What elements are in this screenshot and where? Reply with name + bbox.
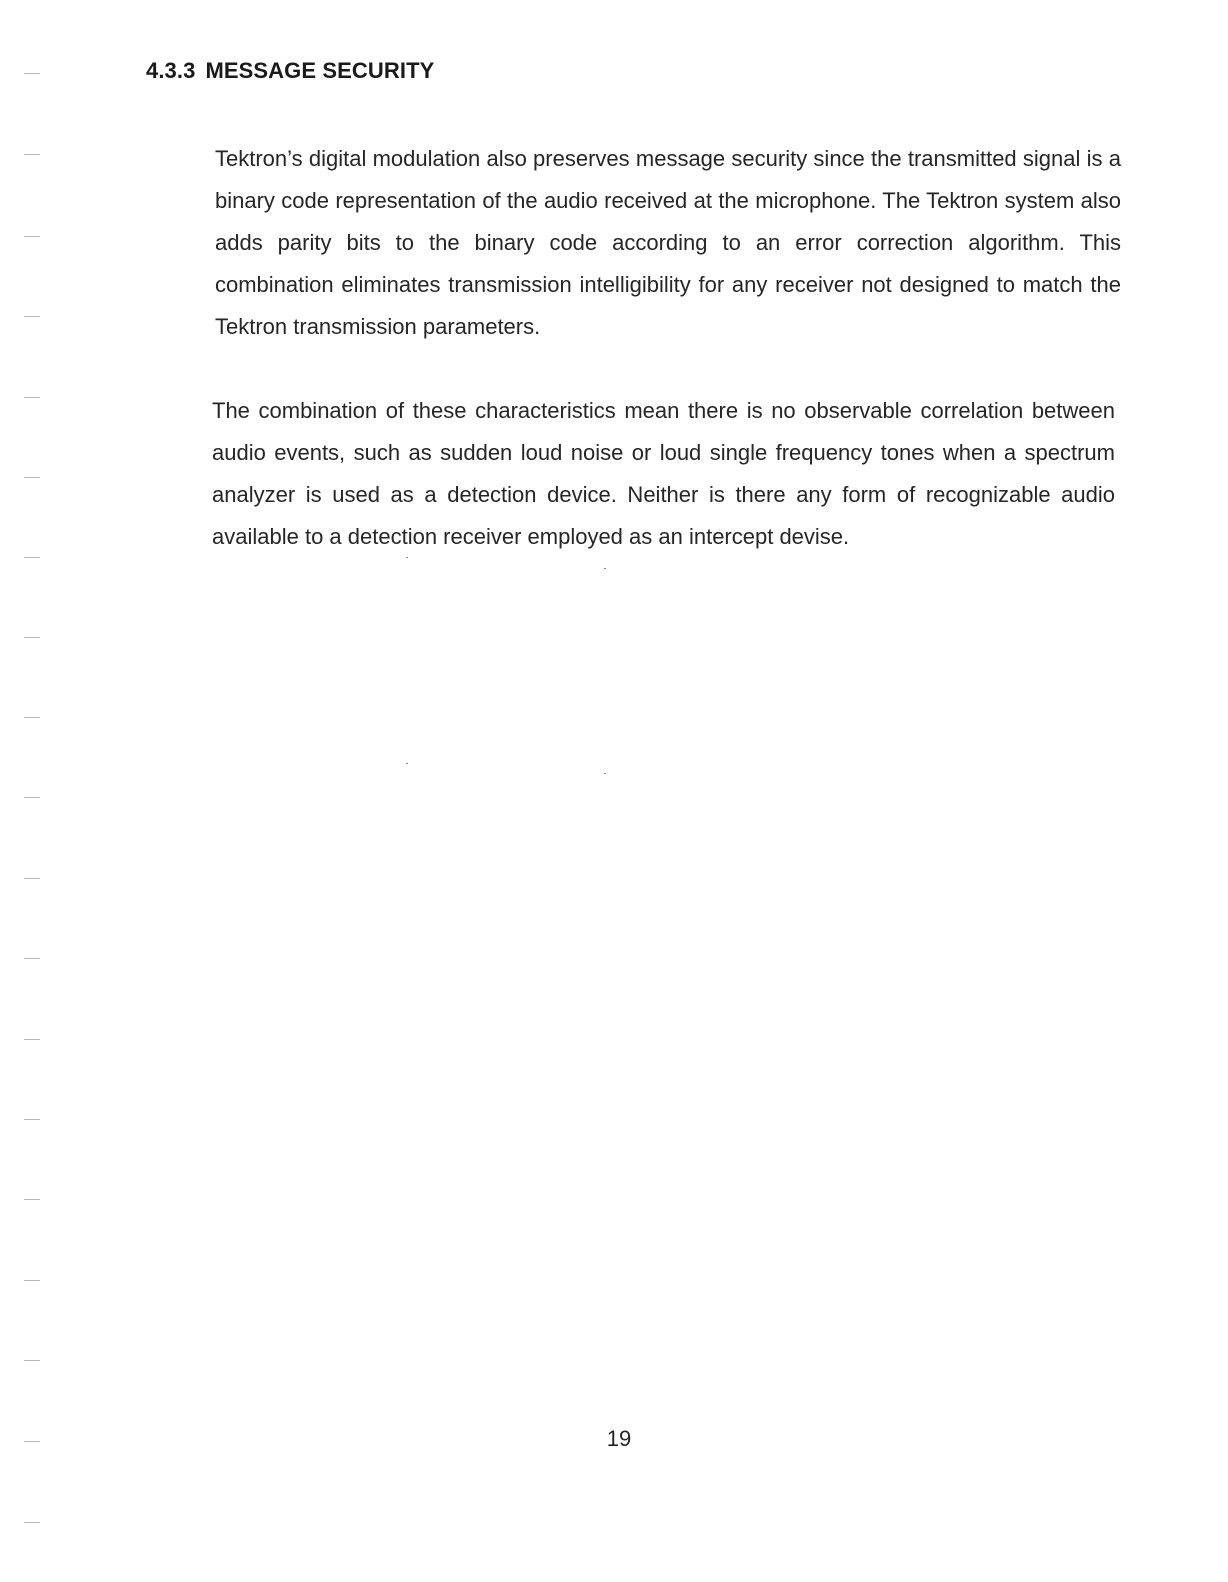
margin-mark bbox=[24, 73, 40, 74]
margin-mark bbox=[24, 878, 40, 879]
margin-mark bbox=[24, 236, 40, 237]
margin-mark bbox=[24, 1119, 40, 1120]
margin-mark bbox=[24, 958, 40, 959]
margin-mark bbox=[24, 1199, 40, 1200]
section-number: 4.3.3 bbox=[146, 58, 196, 83]
body-paragraph-message-security: Tektron’s digital modulation also preserves message security since the transmitted signal is a binary code representation of the audio received at the microphone. The Tektron system also adds parity bits to the binary code according to an error correction algorithm. This combination eliminates transmission intelligibility for any receiver not designed to match the Tektron transmission parameters. bbox=[215, 146, 1121, 339]
margin-mark bbox=[24, 717, 40, 718]
scan-speck bbox=[406, 557, 408, 558]
margin-mark bbox=[24, 397, 40, 398]
margin-mark bbox=[24, 1360, 40, 1361]
margin-mark bbox=[24, 637, 40, 638]
margin-mark bbox=[24, 1522, 40, 1523]
margin-mark bbox=[24, 1280, 40, 1281]
margin-mark bbox=[24, 477, 40, 478]
binding-margin-marks bbox=[0, 0, 50, 1582]
scan-speck bbox=[406, 763, 408, 764]
body-paragraph-characteristics: The combination of these characteristics mean there is no observable correlation between audio events, such as sudden loud noise or loud single frequency tones when a spectrum analyzer is used as a detection device. Neither is there any form of recognizable audio available to a detection receiver employed as an intercept devise. bbox=[212, 398, 1115, 549]
scan-speck bbox=[604, 568, 606, 569]
margin-mark bbox=[24, 797, 40, 798]
section-heading bbox=[146, 58, 434, 84]
margin-mark bbox=[24, 557, 40, 558]
margin-mark bbox=[24, 154, 40, 155]
page-number: 19 bbox=[606, 1426, 632, 1451]
margin-mark bbox=[24, 1441, 40, 1442]
margin-mark bbox=[24, 316, 40, 317]
scan-speck bbox=[604, 773, 606, 774]
section-title: MESSAGE SECURITY bbox=[205, 58, 435, 83]
margin-mark bbox=[24, 1039, 40, 1040]
